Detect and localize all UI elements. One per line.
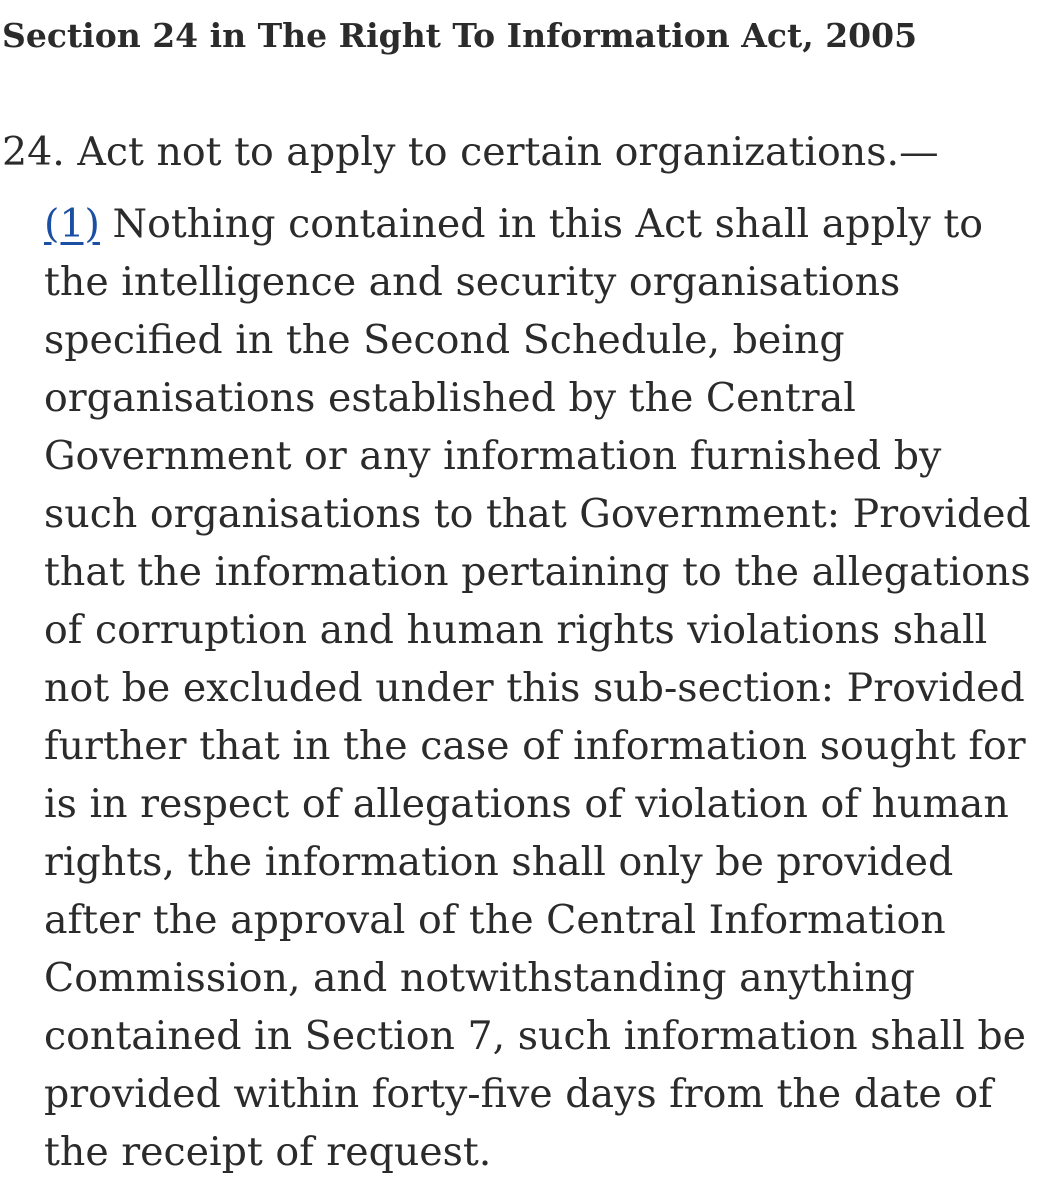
body-line: specified in the Second Schedule, being (44, 317, 845, 363)
body-line: such organisations to that Government: Provided (44, 491, 1031, 537)
clause-link-1[interactable]: (1) (44, 201, 100, 247)
body-line: Commission, and notwithstanding anything (44, 955, 916, 1001)
body-line-text: Nothing contained in this Act shall apply to (99, 201, 983, 247)
body-line: the receipt of request. (44, 1129, 492, 1175)
section-heading: 24. Act not to apply to certain organizations.— (2, 129, 939, 175)
body-line: further that in the case of information sought for (44, 723, 1026, 769)
body-line: provided within forty‐five days from the date of (44, 1071, 993, 1117)
body-line (44, 195, 1044, 253)
body-line: organisations established by the Central (44, 375, 856, 421)
body-line: Government or any information furnished by (44, 433, 942, 479)
body-line: rights, the information shall only be provided (44, 839, 954, 885)
body-line: that the information pertaining to the allegations (44, 549, 1031, 595)
body-line: the intelligence and security organisations (44, 259, 901, 305)
body-line: of corruption and human rights violations shall (44, 607, 988, 653)
body-line: contained in Section 7, such information shall be (44, 1013, 1026, 1059)
body-line: after the approval of the Central Information (44, 897, 946, 943)
body-line: is in respect of allegations of violation of human (44, 781, 1009, 827)
section-body (44, 195, 1044, 1181)
body-line: not be excluded under this sub‐section: Provided (44, 665, 1025, 711)
page-title: Section 24 in The Right To Information Act, 2005 (2, 16, 918, 55)
